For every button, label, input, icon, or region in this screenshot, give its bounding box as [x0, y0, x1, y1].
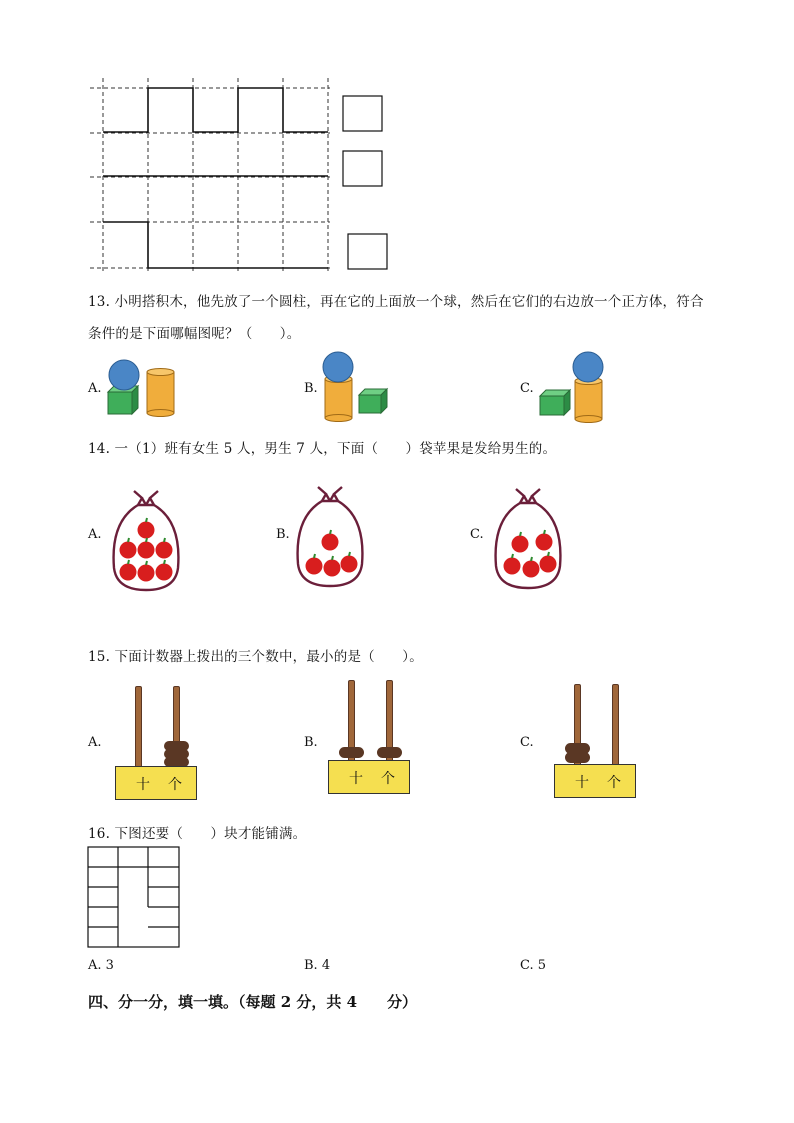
tens-label: 十 [349, 771, 363, 787]
q14-option-b-bag [292, 484, 368, 590]
abacus-base [115, 766, 197, 800]
bead [339, 747, 364, 758]
tens-label: 十 [136, 777, 150, 793]
q14-option-c-label[interactable]: C. [470, 527, 484, 542]
q15-option-b-label[interactable]: B. [304, 735, 318, 750]
abacus-base [328, 760, 410, 794]
q16-text: 16. 下图还要（ ）块才能铺满。 [88, 826, 307, 842]
q14-option-c-bag [490, 486, 566, 592]
pattern-figure [85, 78, 395, 274]
section-4-title: 四、分一分，填一填。（每题 2 分，共 4 分） [88, 993, 418, 1011]
q16-option-b[interactable]: B. 4 [304, 958, 331, 973]
bead [377, 747, 402, 758]
sphere-icon [573, 352, 603, 382]
cube-icon [540, 390, 570, 415]
q15-abacus-c [554, 684, 636, 798]
sphere-icon [109, 360, 139, 390]
q16-tile-figure [87, 846, 181, 948]
q15-abacus-b [328, 680, 410, 794]
q14-option-a-label[interactable]: A. [88, 527, 102, 542]
q13-option-a-label[interactable]: A. [88, 381, 102, 396]
cylinder-icon [147, 369, 174, 417]
q14-option-b-label[interactable]: B. [276, 527, 290, 542]
tens-label: 十 [575, 775, 589, 791]
ones-rod [612, 684, 619, 766]
ones-label: 个 [168, 777, 182, 793]
tens-rod [135, 686, 142, 768]
q15-text: 15. 下面计数器上拨出的三个数中，最小的是（ ）。 [88, 649, 423, 665]
q13-option-c-label[interactable]: C. [520, 381, 534, 396]
q16-option-c[interactable]: C. 5 [520, 958, 547, 973]
ones-label: 个 [381, 771, 395, 787]
q15-abacus-a [115, 686, 197, 800]
ones-label: 个 [607, 775, 621, 791]
q16-option-a[interactable]: A. 3 [88, 958, 114, 973]
cube-icon [359, 389, 387, 413]
abacus-base [554, 764, 636, 798]
sphere-icon [323, 352, 353, 382]
apples [120, 522, 173, 582]
q13-option-c-figure [537, 350, 617, 422]
bead [565, 752, 590, 763]
q13-text-line2: 条件的是下面哪幅图呢？（ ）。 [88, 326, 301, 342]
q15-option-a-label[interactable]: A. [88, 735, 102, 750]
q13-option-a-figure [100, 356, 180, 416]
cylinder-icon [575, 378, 602, 423]
q13-option-b-label[interactable]: B. [304, 381, 318, 396]
q15-option-c-label[interactable]: C. [520, 735, 534, 750]
q14-option-a-bag [108, 488, 184, 594]
q14-text: 14. 一（1）班有女生 5 人，男生 7 人，下面（ ）袋苹果是发给男生的。 [88, 441, 557, 457]
q13-option-b-figure [320, 350, 400, 422]
q13-text-line1: 13. 小明搭积木，他先放了一个圆柱，再在它的上面放一个球，然后在它们的右边放一个正方体，符合 [88, 294, 704, 310]
